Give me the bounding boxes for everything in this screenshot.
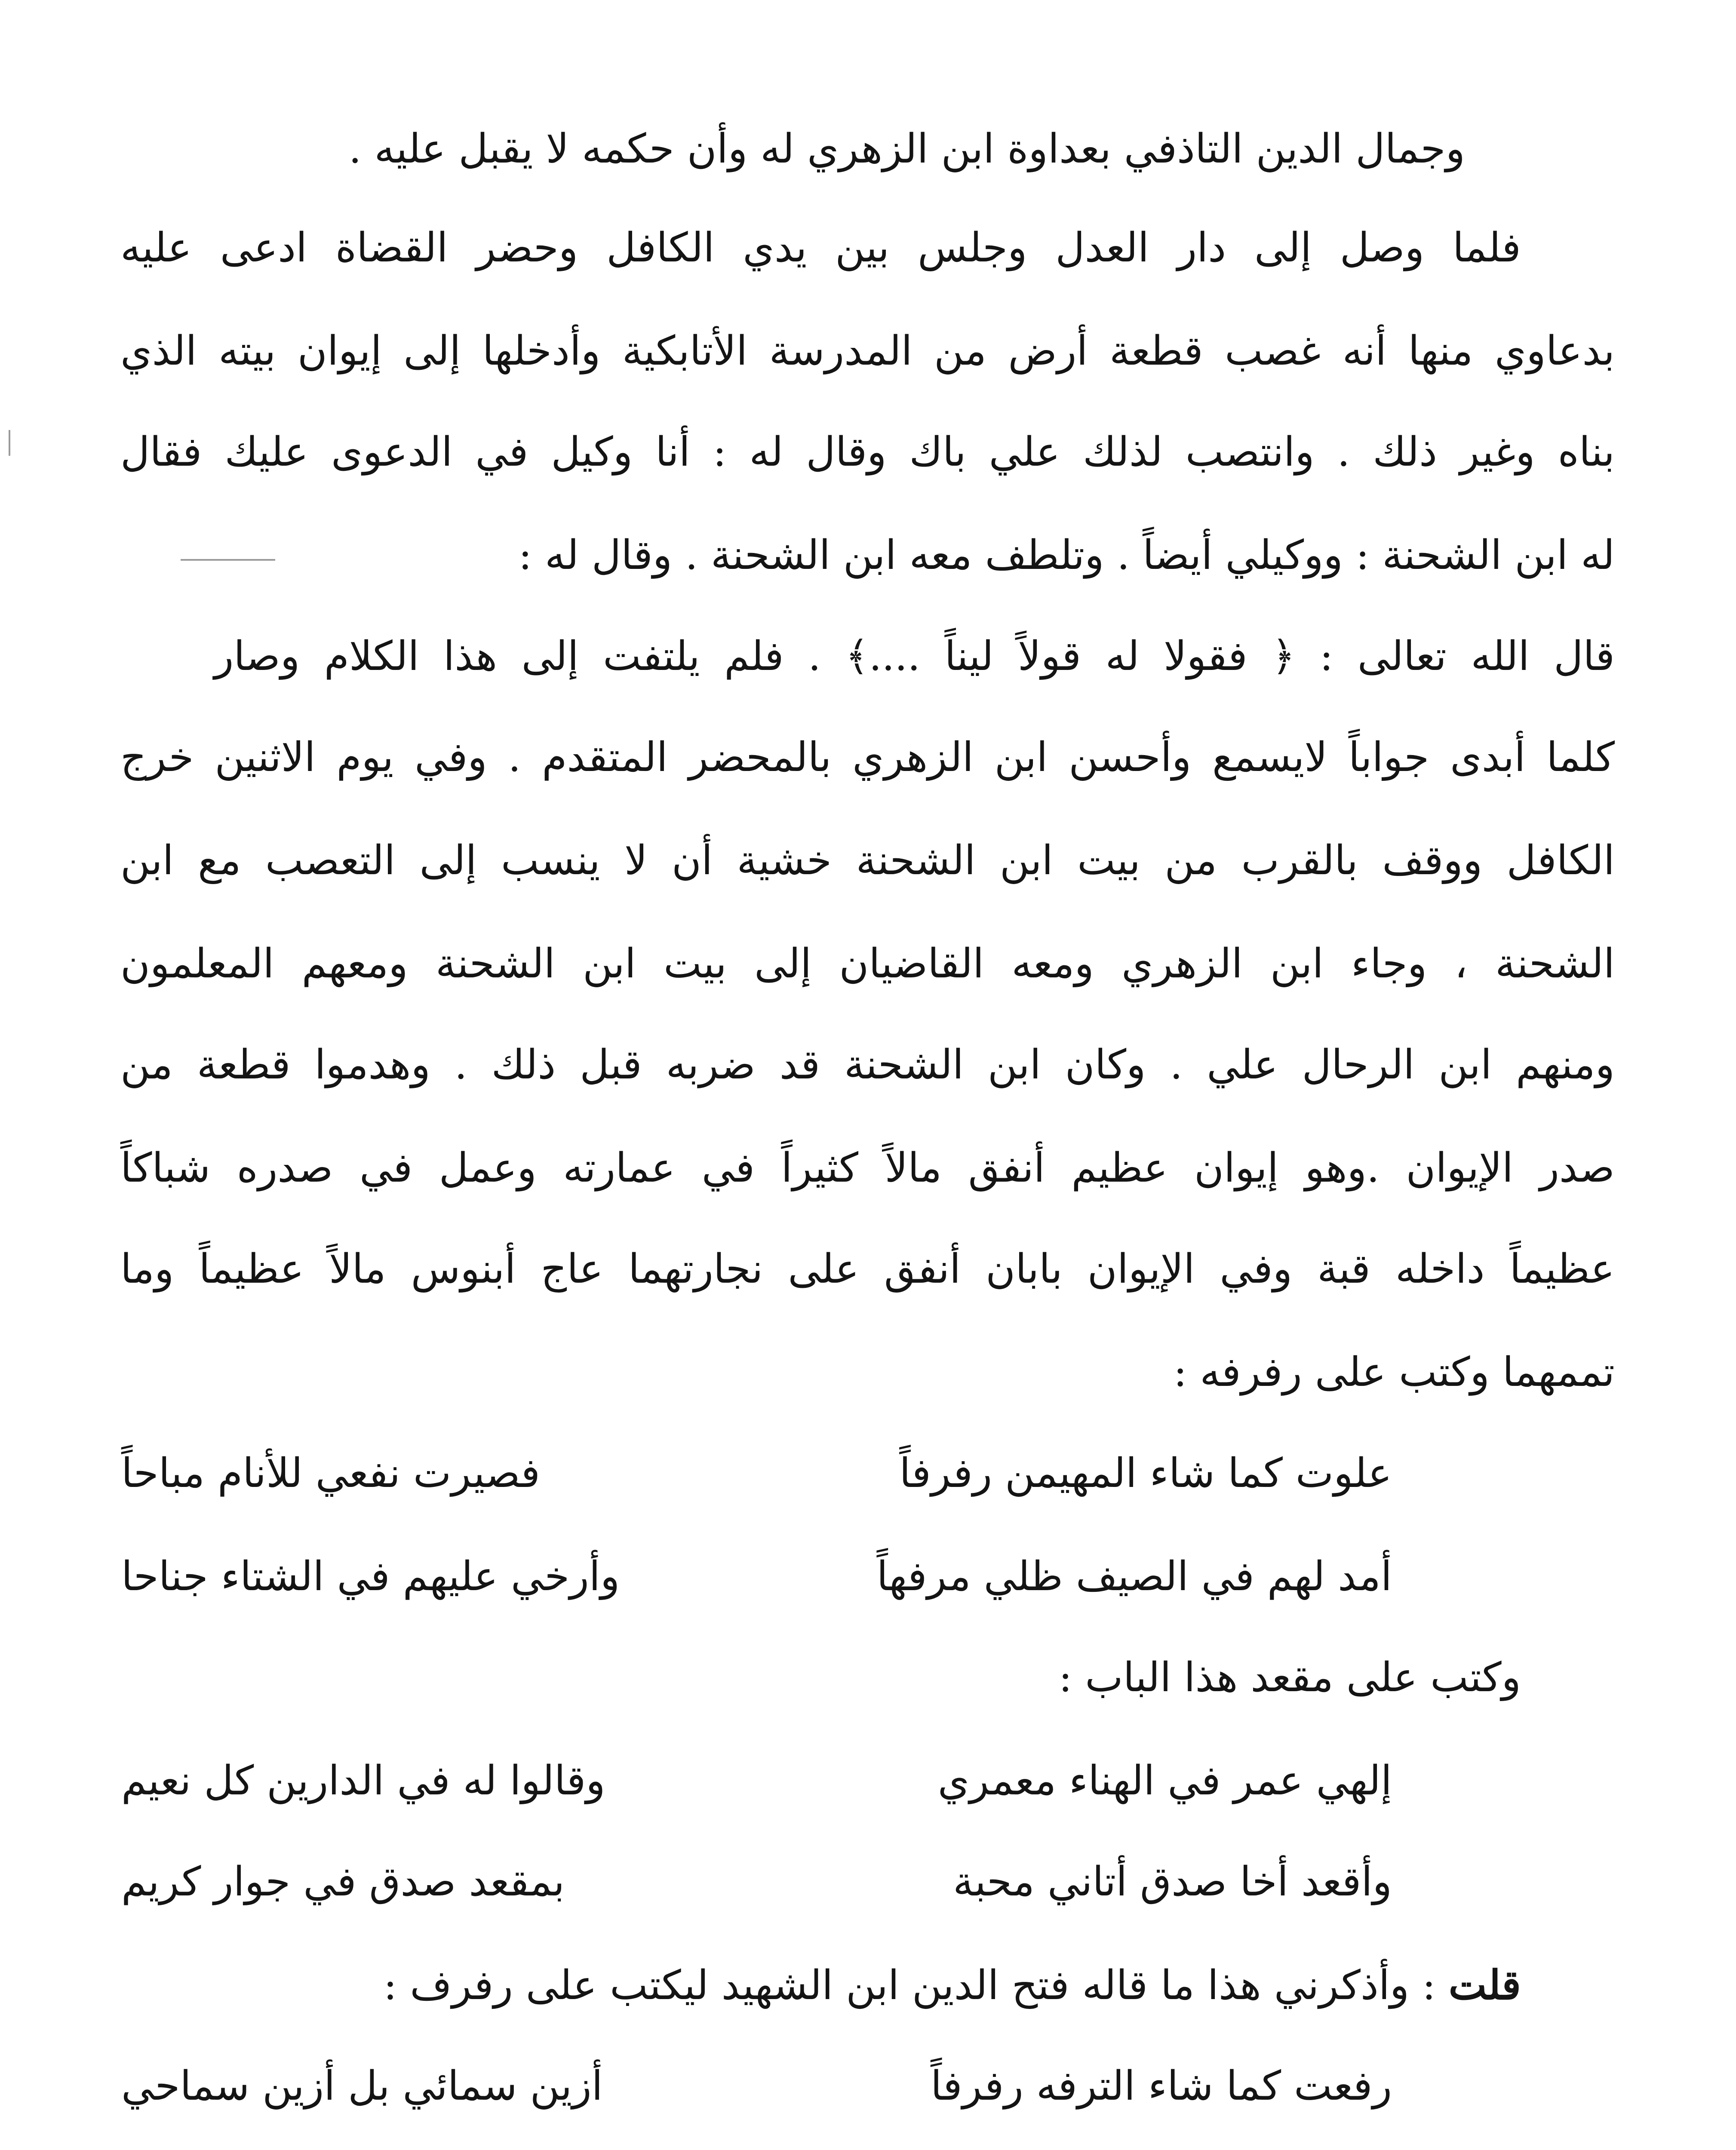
verse-first-hemistich: رفعت كما شاء الترفه رفرفاً [931,2063,1392,2110]
text-line: عظيماً داخله قبة وفي الإيوان بابان أنفق على نجارتهما عاج أبنوس مالاً عظيماً وما [120,1246,1615,1293]
verse-second-hemistich: بمقعد صدق في جوار كريم [121,1858,565,1905]
text-line: وكتب على مقعد هذا الباب : [1058,1654,1521,1701]
scan-artifact [181,559,275,561]
verse-second-hemistich: وقالوا له في الدارين كل نعيم [121,1757,605,1804]
verse-first-hemistich: علوت كما شاء المهيمن رفرفاً [899,1450,1392,1497]
text-line: كلما أبدى جواباً لايسمع وأحسن ابن الزهري بالمحضر المتقدم . وفي يوم الاثنين خرج [120,734,1615,781]
text-line: بناه وغير ذلك . وانتصب لذلك علي باك وقال له : أنا وكيل في الدعوى عليك فقال [120,429,1615,476]
verse-first-hemistich: إلهي عمر في الهناء معمري [937,1757,1392,1804]
text-line: الكافل ووقف بالقرب من بيت ابن الشحنة خشية أن لا ينسب إلى التعصب مع ابن [120,837,1615,884]
text-line: فلما وصل إلى دار العدل وجلس بين يدي الكافل وحضر القضاة ادعى عليه [120,224,1521,271]
qult-text: : وأذكرني هذا ما قاله فتح الدين ابن الشهيد ليكتب على رفرف : [383,1962,1436,2009]
text-line [383,1962,1521,2009]
text-line: ومنهم ابن الرحال علي . وكان ابن الشحنة قد ضربه قبل ذلك . وهدموا قطعة من [120,1041,1615,1088]
text-line: وجمال الدين التاذفي بعداوة ابن الزهري له وأن حكمه لا يقبل عليه . [348,126,1465,172]
scan-artifact [9,430,10,456]
verse-first-hemistich: وأقعد أخا صدق أتاني محبة [953,1858,1392,1905]
qult-label: قلت [1448,1962,1521,2009]
text-line: صدر الإيوان .وهو إيوان عظيم أنفق مالاً كثيراً في عمارته وعمل في صدره شباكاً [120,1145,1615,1192]
text-line: له ابن الشحنة : ووكيلي أيضاً . وتلطف معه ابن الشحنة . وقال له : [518,532,1615,579]
verse-second-hemistich: وأرخي عليهم في الشتاء جناحا [121,1553,620,1600]
verse-second-hemistich: أزين سمائي بل أزين سماحي [121,2063,603,2110]
text-line: الشحنة ، وجاء ابن الزهري ومعه القاضيان إلى بيت ابن الشحنة ومعهم المعلمون [120,940,1615,987]
text-line: قال الله تعالى : ﴿ فقولا له قولاً ليناً ....﴾ . فلم يلتفت إلى هذا الكلام وصار [214,633,1615,680]
verse-second-hemistich: فصيرت نفعي للأنام مباحاً [121,1450,541,1497]
verse-first-hemistich: أمد لهم في الصيف ظلي مرفهاً [876,1553,1392,1600]
text-line: بدعاوي منها أنه غصب قطعة أرض من المدرسة الأتابكية وأدخلها إلى إيوان بيته الذي [120,328,1615,375]
text-line: تممهما وكتب على رفرفه : [1173,1349,1615,1396]
